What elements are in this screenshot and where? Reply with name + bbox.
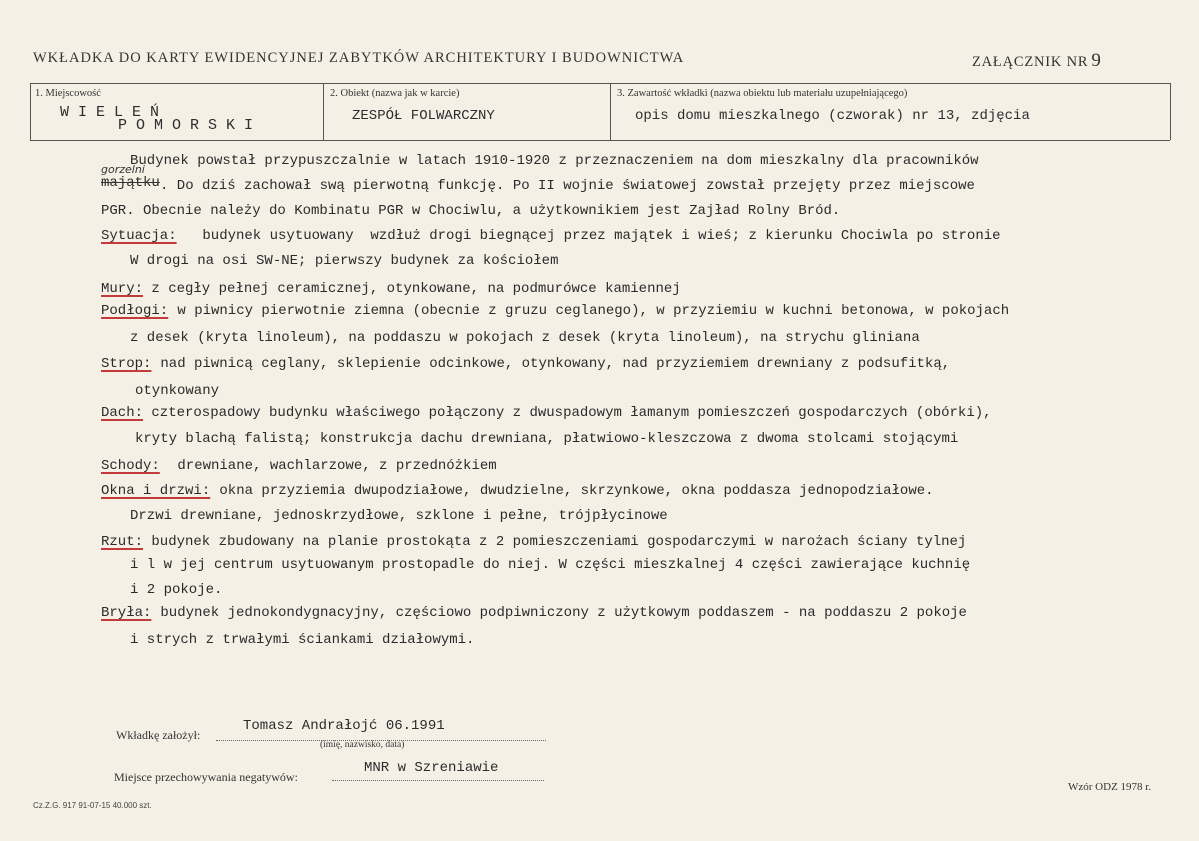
section-text: i 2 pokoje. [130,582,223,598]
founder-value: Tomasz Andrałojć 06.1991 [243,718,445,734]
section-key-strop: Strop: [101,356,152,372]
section-key-mury: Mury: [101,281,144,297]
section-key-rzut: Rzut: [101,534,144,550]
section-text: w piwnicy pierwotnie ziemna (obecnie z gruzu ceglanego), w przyziemiu w kuchni betonowa, w pokojach [169,303,1010,319]
annex-number: 9 [1091,50,1102,71]
handwritten-insert: gorzelni [101,163,145,176]
section-text: Drzwi drewniane, jednoskrzydłowe, szklone i pełne, trójpłycinowe [130,508,668,524]
section-key-podlogi: Podłogi: [101,303,169,319]
locality-line1: WIELEŃ [60,104,169,121]
print-reference: Cz.Z.G. 917 91-07-15 40.000 szt. [33,801,152,810]
section-text: z cegły pełnej ceramicznej, otynkowane, na podmurówce kamiennej [143,281,681,297]
section-key-okna-drzwi: Okna i drzwi: [101,483,211,499]
negatives-dotted-line [332,780,544,781]
table-right-border [1170,83,1171,140]
negatives-label: Miejsce przechowywania negatywów: [114,770,298,784]
table-divider-1 [323,83,324,140]
section-key-dach: Dach: [101,405,144,421]
table-top-rule [30,83,1170,84]
section-key-sytuacja: Sytuacja: [101,228,177,244]
form-title: WKŁADKA DO KARTY EWIDENCYJNEJ ZABYTKÓW ARCHITEKTURY I BUDOWNICTWA [33,50,685,66]
table-divider-2 [610,83,611,140]
object-value: ZESPÓŁ FOLWARCZNY [352,108,495,124]
founder-caption: (imię, nazwisko, data) [320,740,405,750]
section-key-bryla: Bryła: [101,605,152,621]
section-text: i strych z trwałymi ściankami działowymi. [130,632,475,648]
section-text: budynek zbudowany na planie prostokąta z 2 pomieszczeniami gospodarczymi w narożach ściany tylnej [143,534,967,550]
object-label: 2. Obiekt (nazwa jak w karcie) [330,88,460,99]
form-reference: Wzór ODZ 1978 r. [1068,781,1152,793]
section-text: i l w jej centrum usytuowanym prostopadle do niej. W części mieszkalnej 4 części zawierające kuchnię [130,557,971,573]
locality-label: 1. Miejscowość [35,88,101,99]
annex-label [972,50,1102,72]
struck-word: majątku [101,175,160,191]
locality-line2: POMORSKI [118,117,263,134]
section-text: budynek usytuowany wzdłuż drogi biegnącej przez majątek i wieś; z kierunku Chociwla po stronie [194,228,1001,244]
negatives-value: MNR w Szreniawie [364,760,499,776]
contents-value: opis domu mieszkalnego (czworak) nr 13, zdjęcia [635,108,1030,124]
section-text: kryty blachą falistą; konstrukcja dachu drewniana, płatwiowo-kleszczowa z dwoma stolcami stojącymi [135,431,959,447]
annex-label-text: ZAŁĄCZNIK NR [972,54,1089,70]
intro-line-3: PGR. Obecnie należy do Kombinatu PGR w Chociwlu, a użytkownikiem jest Zajład Rolny Bród. [101,203,841,219]
table-bottom-rule [30,140,1170,141]
section-text: okna przyziemia dwupodziałowe, dwudzielne, skrzynkowe, okna poddasza jednopodziałowe. [211,483,934,499]
section-text: budynek jednokondygnacyjny, częściowo podpiwniczony z użytkowym poddaszem - na poddaszu 2 pokoje [152,605,967,621]
section-text: otynkowany [135,383,220,399]
table-left-border [30,83,31,140]
section-text: drewniane, wachlarzowe, z przednóżkiem [169,458,497,474]
section-key-schody: Schody: [101,458,160,474]
intro-line-2: . Do dziś zachował swą pierwotną funkcję. Po II wojnie światowej zowstał przejęty przez miejscowe [160,178,975,194]
contents-label: 3. Zawartość wkładki (nazwa obiektu lub materiału uzupełniającego) [617,88,908,99]
section-text: W drogi na osi SW-NE; pierwszy budynek za kościołem [130,253,559,269]
section-text: czterospadowy budynku właściwego połączony z dwuspadowym łamanym pomieszczeń gospodarczych (obórki), [143,405,992,421]
section-text: z desek (kryta linoleum), na poddaszu w pokojach z desek (kryta linoleum), na strychu gliniana [130,330,920,346]
founder-label: Wkładkę założył: [116,728,201,742]
intro-line-1: Budynek powstał przypuszczalnie w latach 1910-1920 z przeznaczeniem na dom mieszkalny dla pracowników [130,153,979,169]
section-text: nad piwnicą ceglany, sklepienie odcinkowe, otynkowany, nad przyziemiem drewniany z podsufitką, [152,356,951,372]
